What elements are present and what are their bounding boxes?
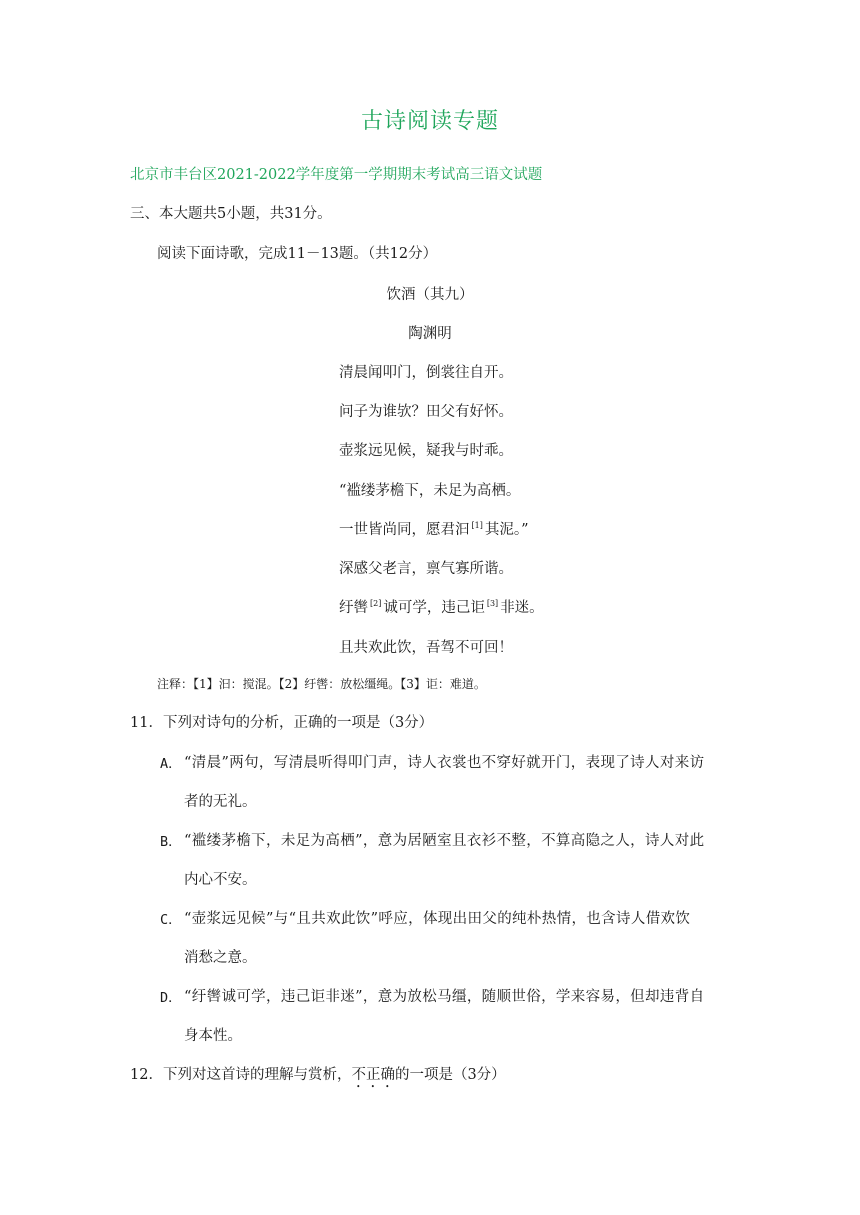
- option-d-text-cont: 身本性。: [184, 1028, 242, 1044]
- note-marker: [2]: [370, 599, 382, 608]
- option-a-text: “清晨”两句，写清晨听得叩门声，诗人衣裳也不穿好就开门，表现了诗人对来访: [184, 755, 705, 771]
- option-a-label: A．: [160, 756, 182, 772]
- poem-text: 非迷。: [500, 600, 544, 616]
- poem-footnote: 注释：【1】汩：搅混。【2】纡辔：放松缰绳。【3】讵：难道。: [157, 677, 486, 691]
- poem-line: “褴缕茅檐下，未足为高栖。: [339, 483, 521, 499]
- option-b-text-cont: 内心不安。: [184, 872, 257, 888]
- poem-line: 且共欢此饮，吾驾不可回！: [339, 640, 513, 656]
- note-marker: [1]: [471, 521, 483, 530]
- poem-line: 壶浆远见候，疑我与时乖。: [339, 443, 513, 459]
- poem-line: 问子为谁欤？田父有好怀。: [339, 404, 513, 420]
- question-12-stem: [130, 1063, 506, 1091]
- poem-text: 纡辔: [339, 600, 368, 616]
- question-11-stem: 11．下列对诗句的分析，正确的一项是（3分）: [130, 715, 434, 731]
- poem-text: 其泥。”: [484, 522, 529, 538]
- poem-author: 陶渊明: [408, 326, 452, 342]
- option-d-label: D．: [160, 990, 182, 1006]
- poem-text: 一世皆尚同，愿君汩: [339, 522, 470, 538]
- poem-line: [339, 518, 529, 539]
- option-c-text: “壶浆远见候”与“且共欢此饮”呼应，体现出田父的纯朴热情，也含诗人借欢饮: [184, 911, 691, 927]
- question-12-text: 的一项是（3分）: [394, 1067, 506, 1083]
- exam-source: 北京市丰台区2021-2022学年度第一学期期末考试高三语文试题: [130, 167, 543, 183]
- option-d-text: “纡辔诚可学，违己讵非迷”，意为放松马缰，随顺世俗，学来容易，但却违背自: [184, 989, 705, 1005]
- reading-instruction: 阅读下面诗歌，完成11－13题。（共12分）: [157, 246, 438, 262]
- question-12-emphasis: 不正确: [351, 1067, 395, 1083]
- option-b-text: “褴缕茅檐下，未足为高栖”，意为居陋室且衣衫不整，不算高隐之人，诗人对此: [184, 833, 705, 849]
- question-12-text: 12．下列对这首诗的理解与赏析，: [130, 1067, 352, 1083]
- option-c-label: C．: [160, 912, 182, 928]
- poem-line: 深感父老言，禀气寡所谐。: [339, 561, 513, 577]
- option-c-text-cont: 消愁之意。: [184, 950, 257, 966]
- section-heading: 三、本大题共5小题，共31分。: [130, 206, 332, 222]
- option-a-text-cont: 者的无礼。: [184, 794, 257, 810]
- poem-text: 诚可学，违己讵: [383, 600, 485, 616]
- option-b-label: B．: [160, 834, 182, 850]
- note-marker: [3]: [486, 599, 499, 608]
- poem-line: [339, 596, 544, 617]
- poem-line: 清晨闻叩门，倒裳往自开。: [339, 365, 513, 381]
- page-title: 古诗阅读专题: [360, 109, 499, 134]
- poem-title: 饮酒（其九）: [386, 287, 474, 303]
